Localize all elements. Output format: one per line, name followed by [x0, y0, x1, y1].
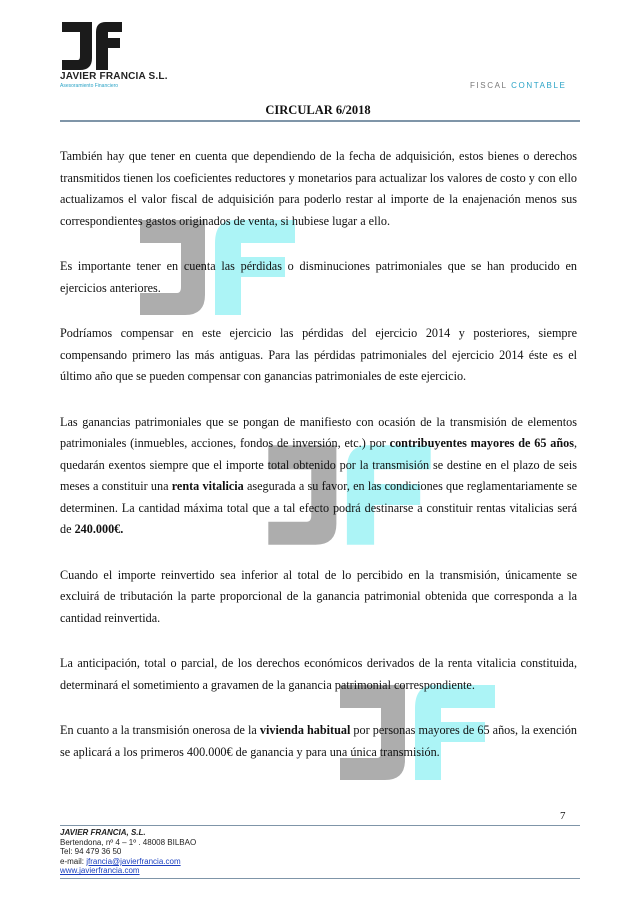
emphasis: contribuyentes mayores de 65 años [389, 436, 574, 450]
emphasis: renta vitalicia [171, 479, 244, 493]
fiscal-label: FISCAL [470, 81, 508, 89]
page-number: 7 [560, 810, 566, 822]
emphasis: 240.000€. [74, 522, 124, 536]
footer-website-line [60, 866, 196, 876]
paragraph: Las ganancias patrimoniales que se pongan de manifiesto con ocasión de la transmisión de elementos patrimoniales (inmuebles, acciones, fondos de inversión, etc.) por contribuyentes mayores de 65 años, quedarán exentos siempre que el importe total obtenido por la transmisión se destine en el plazo de seis meses a constituir una renta vitalicia asegurada a su favor, en las condiciones que reglamentariamente se determinen. La cantidad máxima total que a tal efecto podrá destinarse a constituir rentas vitalicias será de 240.000€. [60, 414, 577, 536]
document-body [60, 146, 577, 763]
header-tagline [470, 81, 566, 89]
footer-bottom-divider [60, 878, 580, 879]
company-name: JAVIER FRANCIA S.L. [60, 71, 168, 82]
paragraph: También hay que tener en cuenta que dependiendo de la fecha de adquisición, estos bienes o derechos transmitidos tienen los coeficientes reductores y monetarios para actualizar los valores de costo y con ello actualizamos el valor fiscal de adquisición para poderlo restar al importe de la enajenación menos sus correspondientes gastos originados de venta, si hubiese lugar a ello. [60, 149, 577, 228]
paragraph: La anticipación, total o parcial, de los derechos económicos derivados de la renta vitalicia constituida, determinará el sometimiento a gravamen de la ganancia patrimonial correspondiente. [60, 656, 577, 692]
paragraph: Podríamos compensar en este ejercicio las pérdidas del ejercicio 2014 y posteriores, siempre compensando primero las más antiguas. Para las pérdidas patrimoniales del ejercicio 2014 éste es el último año que se pueden compensar con ganancias patrimoniales de este ejercicio. [60, 326, 577, 383]
footer-address: Bertendona, nº 4 – 1º . 48008 BILBAO [60, 837, 197, 847]
footer-phone: Tel: 94 479 36 50 [60, 847, 122, 857]
contable-label: CONTABLE [511, 81, 567, 89]
footer [60, 828, 196, 876]
paragraph: En cuanto a la transmisión onerosa de la vivienda habitual por personas mayores de 65 años, la exención se aplicará a los primeros 400.000€ de ganancia y para una única transmisión. [60, 723, 577, 759]
header-divider [60, 120, 580, 122]
emphasis: vivienda habitual [259, 723, 351, 737]
email-link[interactable]: jfrancia@javierfrancia.com [86, 856, 181, 866]
company-tagline: Asesoramiento Financiero [60, 83, 119, 89]
footer-divider [60, 825, 580, 826]
paragraph: Es importante tener en cuenta las pérdidas o disminuciones patrimoniales que se han producido en ejercicios anteriores. [60, 259, 577, 295]
footer-company: JAVIER FRANCIA, S.L. [60, 828, 146, 837]
footer-email-line: e-mail: jfrancia@javierfrancia.com [60, 856, 181, 866]
paragraph: Cuando el importe reinvertido sea inferior al total de lo percibido en la transmisión, únicamente se excluirá de tributación la parte proporcional de la ganancia patrimonial obtenida que corresponda a la cantidad reinvertida. [60, 567, 577, 625]
website-link[interactable]: www.javierfrancia.com [60, 866, 140, 876]
page-title: CIRCULAR 6/2018 [265, 103, 371, 117]
